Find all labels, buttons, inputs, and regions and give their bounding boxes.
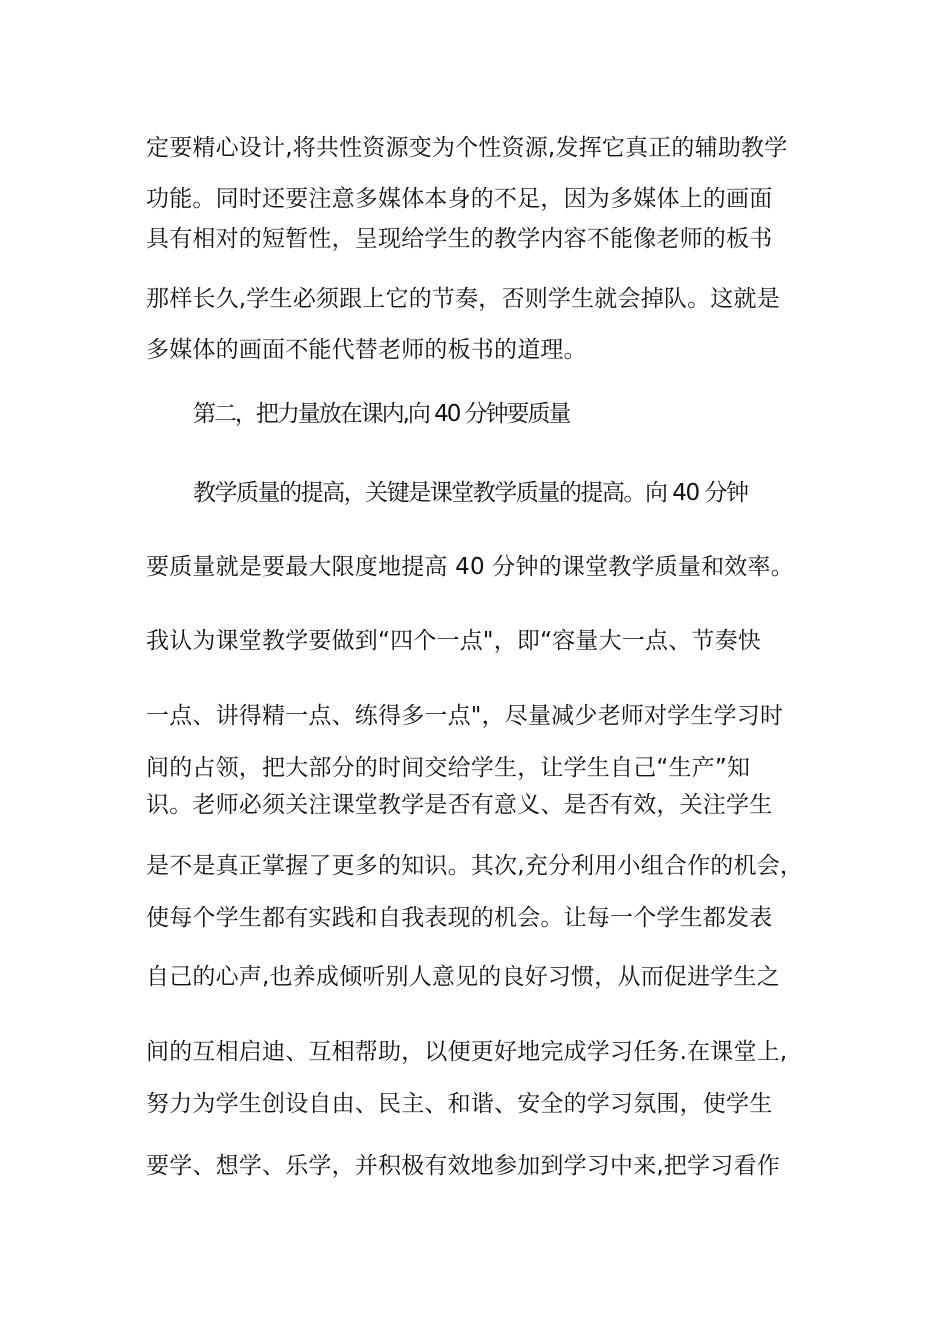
- text-line: 我认为课堂教学要做到“四个一点"，即“容量大一点、节奏快: [146, 628, 762, 654]
- text-line: 使每个学生都有实践和自我表现的机会。让每一个学生都发表: [146, 905, 773, 931]
- text-line: 要质量就是要最大限度地提高 40 分钟的课堂教学质量和效率。: [146, 554, 794, 580]
- text-line: 要学、想学、乐学，并积极有效地参加到学习中来,把学习看作: [146, 1153, 780, 1179]
- text-line: 自己的心声,也养成倾听别人意见的良好习惯，从而促进学生之: [146, 964, 780, 990]
- text-line: 多媒体的画面不能代替老师的板书的道理。: [146, 337, 587, 363]
- section-heading: 第二，把力量放在课内,向 40 分钟要质量: [193, 401, 570, 427]
- text-line: 那样长久,学生必须跟上它的节奏，否则学生就会掉队。这就是: [146, 286, 780, 312]
- text-line: 功能。同时还要注意多媒体本身的不足，因为多媒体上的画面: [146, 186, 773, 212]
- text-line: 教学质量的提高，关键是课堂教学质量的提高。向 40 分钟: [193, 480, 748, 506]
- text-line: 间的占领，把大部分的时间交给学生，让学生自己“生产”知: [146, 755, 751, 781]
- text-line: 间的互相启迪、互相帮助，以便更好地完成学习任务.在课堂上,: [146, 1039, 788, 1065]
- text-line: 具有相对的短暂性，呈现给学生的教学内容不能像老师的板书: [146, 226, 773, 252]
- text-line: 是不是真正掌握了更多的知识。其次,充分利用小组合作的机会，: [146, 853, 804, 879]
- text-line: 定要精心设计,将共性资源变为个性资源,发挥它真正的辅助教学: [146, 135, 788, 161]
- text-line: 努力为学生创设自由、民主、和谐、安全的学习氛围，使学生: [146, 1091, 773, 1117]
- text-line: 识。老师必须关注课堂教学是否有意义、是否有效，关注学生: [146, 792, 773, 818]
- text-line: 一点、讲得精一点、练得多一点"，尽量减少老师对学生学习时: [146, 703, 784, 729]
